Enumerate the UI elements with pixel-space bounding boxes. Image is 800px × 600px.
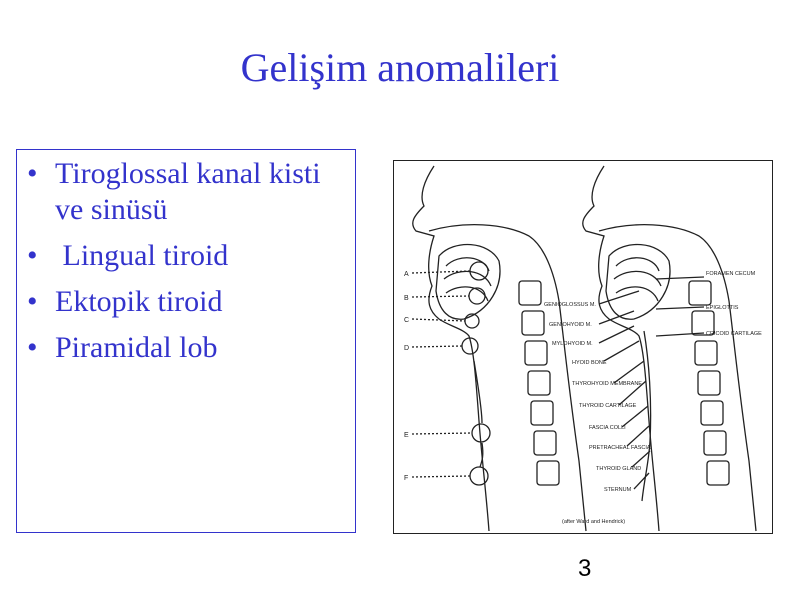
cyst-marker-b [469,288,485,304]
right-vertebra [698,371,720,395]
left-vertebra [522,311,544,335]
figure-label: FASCIA COLLI [589,425,626,431]
left-vertebra [519,281,541,305]
figure-label: C [404,317,410,324]
left-skull-base [429,225,586,531]
figure-label: THYROID CARTILAGE [579,403,637,409]
bullet-text: Tiroglossal kanal kisti ve sinüsü [55,157,321,226]
anatomy-figure [393,160,773,534]
figure-label: THYROID GLAND [596,466,642,472]
left-vertebra [528,371,550,395]
bullet-item [25,238,345,274]
right-vertebra [707,461,729,485]
page-number: 3 [578,555,592,582]
figure-label: EPIGLOTTIS [706,305,739,311]
bullet-item [25,284,345,320]
bullet-text: Lingual tiroid [55,239,229,272]
right-vertebra [704,431,726,455]
left-tongue [436,245,500,320]
slide-title: Gelişim anomalileri [240,45,560,90]
right-head-outline [583,166,659,531]
figure-label: GENIOGLOSSUS M. [544,302,596,308]
bullet-item [25,156,345,228]
bullet-dot-icon: • [27,239,38,272]
right-tongue [606,245,670,320]
left-vertebra [525,341,547,365]
bullet-box [16,149,356,533]
left-vertebra [534,431,556,455]
left-vertebra [531,401,553,425]
left-vertebra [537,461,559,485]
bullet-dot-icon: • [27,331,38,364]
figure-label: PRETRACHEAL FASCIA [589,445,651,451]
bullet-dot-icon: • [27,285,38,318]
figure-label: F [404,475,409,482]
figure-label: B [404,295,409,302]
figure-label: A [404,271,409,278]
right-vertebra [689,281,711,305]
figure-label: STERNUM [604,487,632,493]
figure-credit: (after Ward and Hendrick) [562,519,626,525]
figure-label: CRICOID CARTILAGE [706,331,762,337]
right-vertebra [701,401,723,425]
bullet-text: Piramidal lob [55,331,218,364]
anatomy-illustration [394,161,772,533]
cyst-marker-a [470,262,488,280]
bullet-list [25,156,345,376]
bullet-text: Ektopik tiroid [55,285,223,318]
figure-label: E [404,432,409,439]
figure-label: FORAMEN CECUM [706,271,756,277]
bullet-item [25,330,345,366]
cyst-marker-f [470,467,488,485]
right-vertebra [695,341,717,365]
figure-label: THYROHYOID MEMBRANE [572,381,642,387]
figure-label: MYLOHYOID M. [552,341,593,347]
figure-label: D [404,345,410,352]
bullet-dot-icon: • [27,157,38,190]
figure-label: GENIOHYOID M. [549,322,592,328]
figure-label: HYOID BONE [572,360,607,366]
